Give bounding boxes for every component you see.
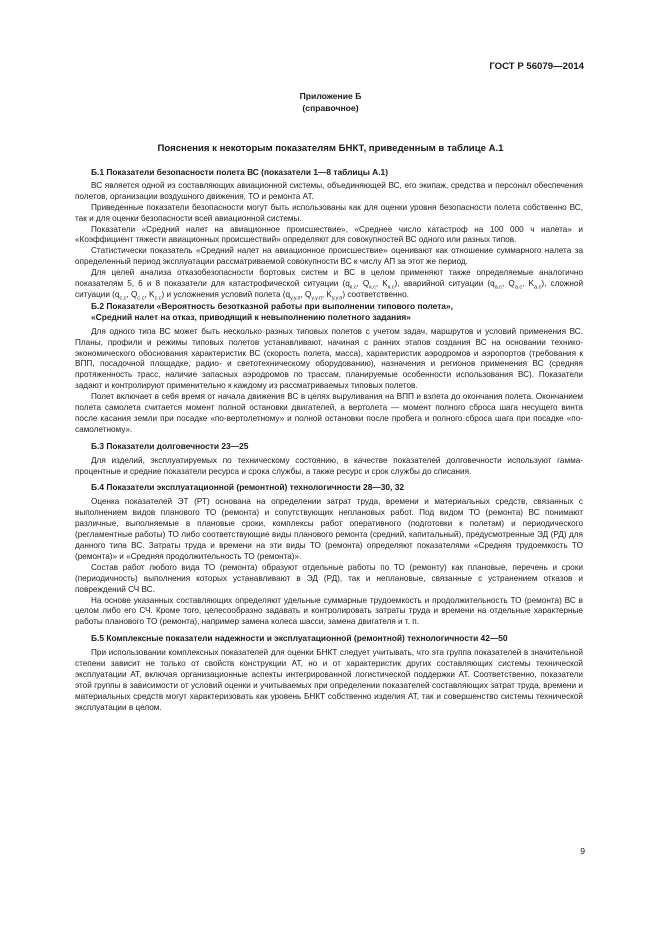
paragraph: Оценка показателей ЭТ (РТ) основана на определении затрат труда, времени и материальных средств, связанных с выполнением видов планового ТО (ремонта) и сопутствующих неплановых работ. Под видом ТО (ремонта) ВС понимают различные, выполняемые в плановые сроки, комплексы работ оперативного (подготовки к полетам) и периодического (регламентные работы) ТО либо соответствующие виды планового ремонта (средний, капитальный), предусмотренные ЭД (РД) для данного типа ВС. Затраты труда и времени на эти виды ТО (ремонта) определяют показателями «Средняя трудоемкость ТО (ремонта)» и «Средняя продолжительность ТО (ремонта)». (75, 497, 583, 561)
section-b2-heading: Б.2 Показатели «Вероятность безотказной работы при выполнении типового полета», (91, 300, 453, 311)
paragraph: Приведенные показатели безопасности могут быть использованы как для оценки уровня безопасности полета собственно ВС, так и для оценки безопасности всей авиационной системы. (75, 202, 583, 223)
paragraph: При использовании комплексных показателей для оценки БНКТ следует учитывать, что эта группа показателей в значительной степени зависит не только от свойств конструкции АТ, но и от характеристик других составляющих системы технической эксплуатации АТ, включая организационные аспекты интегрированной логистической поддержки АТ. Соответственно, показатели этой группы в зависимости от условий оценки и учитываемых при определении показателей составляющих затрат труда, времени и материальных средств могут характеризовать как уровень БНКТ собственно изделия АТ, так и совершенство системы технической эксплуатации в целом. (75, 648, 583, 712)
document-title: Пояснения к некоторым показателям БНКТ, приведенным в таблице А.1 (157, 143, 504, 154)
section-b5-heading: Б.5 Комплексные показатели надежности и эксплуатационной (ремонтной) технологичности 42—50 (91, 633, 508, 644)
section-b2-heading-cont: «Средний налет на отказ, приводящий к невыполнению полетного задания» (91, 311, 411, 322)
paragraph: Для одного типа ВС может быть несколько разных типовых полетов с учетом задач, маршрутов и условий применения ВС. Планы, профили и режимы типовых полетов устанавливают, начиная с ранних этапов создания ВС на основании технико-экономического обоснования характеристик ВС (скорость полета, масса), характеристик аэродромов и аэропортов (требования к ВПП, посадочной площадке, радио- и светотехническому оборудованию), назначения и регионов применения ВС (средняя протяженность трасс, наличие запасных аэродромов по трассам, планируемые особенности использования ВС). Показатели задают и контролируют применительно к каждому из рассматриваемых типовых полетов. (75, 326, 583, 391)
paragraph: Полет включает в себя время от начала движения ВС в целях выруливания на ВПП и взлета до окончания полета. Окончанием полета самолета считается момент полной остановки двигателей, а вертолета — момент полного сброса шага несущего винта после касания земли при посадке «по-вертолетному» и полной остановки после пробега и полного сброса шага при посадке «по-самолетному». (75, 392, 583, 434)
paragraph: ВС является одной из составляющих авиационной системы, объединяющей ВС, его экипаж, средства и персонал обеспечения полетов, организации воздушного движения, ТО и ремонта АТ. (75, 180, 583, 201)
appendix-note: (справочное) (302, 102, 359, 113)
document-body (75, 167, 583, 714)
section-b4-heading: Б.4 Показатели эксплуатационной (ремонтной) технологичности 28—30, 32 (91, 482, 405, 493)
paragraph: Для изделий, эксплуатируемых по техническому состоянию, в качестве показателей долговечности используют гамма-процентные и средние показатели ресурса и срока службы, а также ресурс и срок службы до списания. (75, 455, 583, 476)
paragraph: На основе указанных составляющих определяют удельные суммарные трудоемкость и продолжительность ТО (ремонта) ВС в целом либо его СЧ. Кроме того, целесообразно задавать и контролировать затраты труда и времени на отдельные характерные работы планового ТО (ремонта), например замена колеса шасси, замена двигателя и т. п. (75, 595, 583, 627)
paragraph: Показатели «Средний налет на авиационное происшествие», «Среднее число катастроф на 100 000 ч налета» и «Коэффициент тяжести авиационных происшествий» определяют для совокупностей ВС одного или разных типов. (75, 224, 583, 245)
standard-number: ГОСТ Р 56079—2014 (489, 61, 584, 72)
section-b3-heading: Б.3 Показатели долговечности 23—25 (91, 440, 249, 451)
section-b1-heading: Б.1 Показатели безопасности полета ВС (показатели 1—8 таблицы А.1) (91, 167, 389, 177)
paragraph-with-indices: Для целей анализа отказобезопасности бортовых систем и ВС в целом применяют также определяемые аналогично показателям 5, 6 и 8 показатели для катастрофической ситуации ($q_{к.с}$, $Q_{к.с}$, $K_{к.с}$), аварийной ситуации ($q_{а.с}$, $Q_{а.с}$, $K_{а.с}$), сложной ситуации ($q_{с.с}$, $Q_{с.с}$, $K_{с.с}$) и усложнения условий полета ($q_{у.у.п}$, $Q_{у.у.п}$, $K_{у.у.п}$) соответственно. (75, 268, 584, 302)
appendix-header (0, 91, 661, 114)
appendix-title: Приложение Б (299, 91, 362, 101)
paragraph: Статистически показатель «Средний налет на авиационное происшествие» оценивают как отношение суммарного налета за определенный период эксплуатации рассматриваемой совокупности ВС к числу АП за этот же период. (75, 246, 583, 267)
paragraph: Состав работ любого вида ТО (ремонта) образуют отдельные работы по ТО (ремонту) как плановые, перечень и сроки (периодичность) выполнения которых устанавливают в ЭД (РД), так и неплановые, связанные с устранением отказов и повреждений СЧ ВС. (75, 562, 583, 594)
page-number: 9 (580, 846, 585, 856)
